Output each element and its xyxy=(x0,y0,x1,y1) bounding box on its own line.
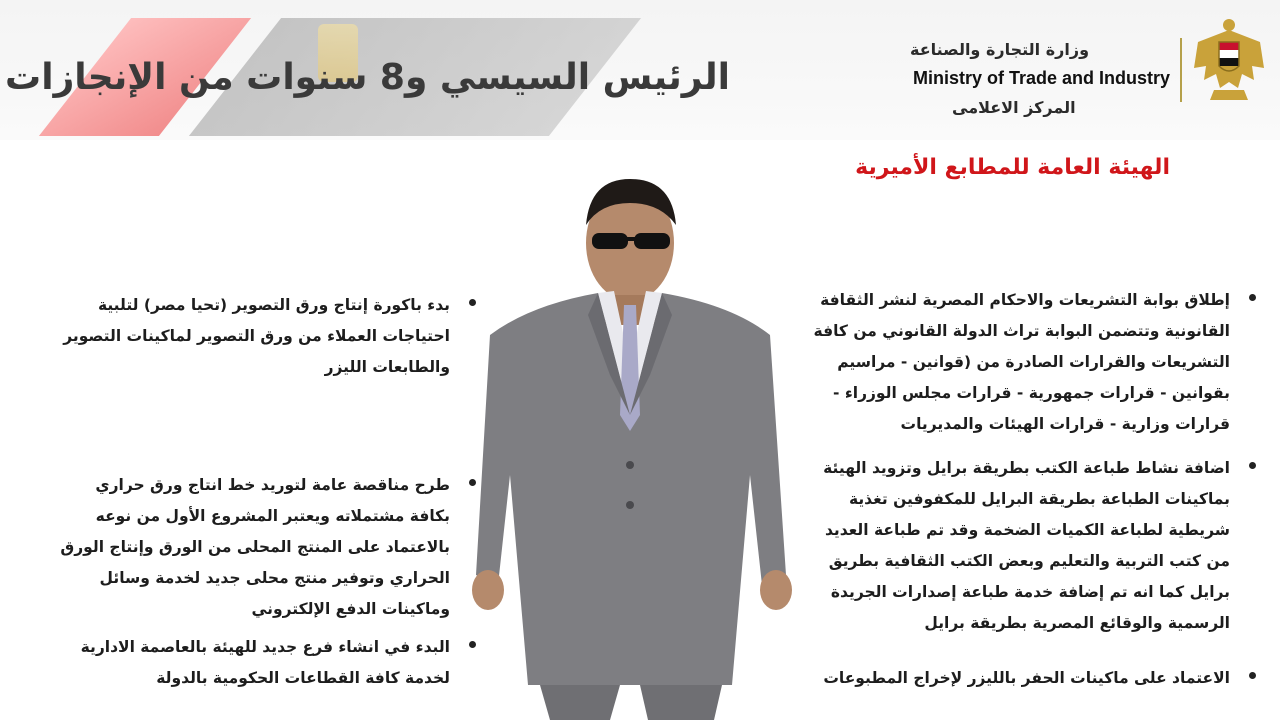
list-item: بدء باكورة إنتاج ورق التصوير (تحيا مصر) لتلبية احتياجات العملاء من ورق التصوير لماكينات التصوير والطابعات الليزر xyxy=(50,290,450,383)
left-achievements-column xyxy=(40,290,450,710)
president-photo xyxy=(470,165,800,720)
bullet-icon xyxy=(1249,294,1256,301)
right-achievements-column xyxy=(800,285,1230,715)
media-center-label: المركز الاعلامى xyxy=(952,98,1076,117)
list-item: اضافة نشاط طباعة الكتب بطريقة برايل وتزويد الهيئة بماكينات الطباعة بطريقة البرايل للمكفوفين تغذية شريطية لطباعة الكميات الضخمة وقد تم طباعة العديد من كتب التربية والتعليم وبعض الكتب الثقافية بطريق برايل كما انه تم إضافة خدمة طباعة إصدارات الجريدة الرسمية والوقائع المصرية بطريقة برايل xyxy=(800,453,1230,639)
bullet-icon xyxy=(469,299,476,306)
header-divider xyxy=(1180,38,1182,102)
bullet-icon xyxy=(469,479,476,486)
bullet-icon xyxy=(469,641,476,648)
bullet-icon xyxy=(1249,462,1256,469)
list-item: إطلاق بوابة التشريعات والاحكام المصرية لنشر الثقافة القانونية وتتضمن البوابة تراث الدولة القانوني من كافة التشريعات والقرارات الصادرة من (قوانين - مراسيم بقوانين - قرارات جمهورية - قرارات مجلس الوزراء - قرارات وزارية - قرارات الهيئات والمديريات xyxy=(800,285,1230,440)
headline: الرئيس السيسي و8 سنوات من الإنجازات xyxy=(5,57,730,98)
list-item: طرح مناقصة عامة لتوريد خط انتاج ورق حراري بكافة مشتملاته ويعتبر المشروع الأول من نوعه بالاعتماد على المنتج المحلى من الورق وإنتاج الورق الحراري وتوفير منتج محلى جديد لخدمة وسائل وماكينات الدفع الإلكتروني xyxy=(50,470,450,625)
bullet-icon xyxy=(1249,672,1256,679)
ministry-name-en: Ministry of Trade and Industry xyxy=(912,68,1170,88)
ministry-name-ar: وزارة التجارة والصناعة xyxy=(910,40,1090,59)
list-item: البدء في انشاء فرع جديد للهيئة بالعاصمة الادارية لخدمة كافة القطاعات الحكومية بالدولة xyxy=(50,632,450,694)
egypt-eagle-emblem-icon xyxy=(1192,16,1266,102)
ministry-block xyxy=(840,40,1170,120)
list-item: الاعتماد على ماكينات الحفر بالليزر لإخراج المطبوعات xyxy=(800,663,1230,694)
section-title: الهيئة العامة للمطابع الأميرية xyxy=(855,155,1170,180)
